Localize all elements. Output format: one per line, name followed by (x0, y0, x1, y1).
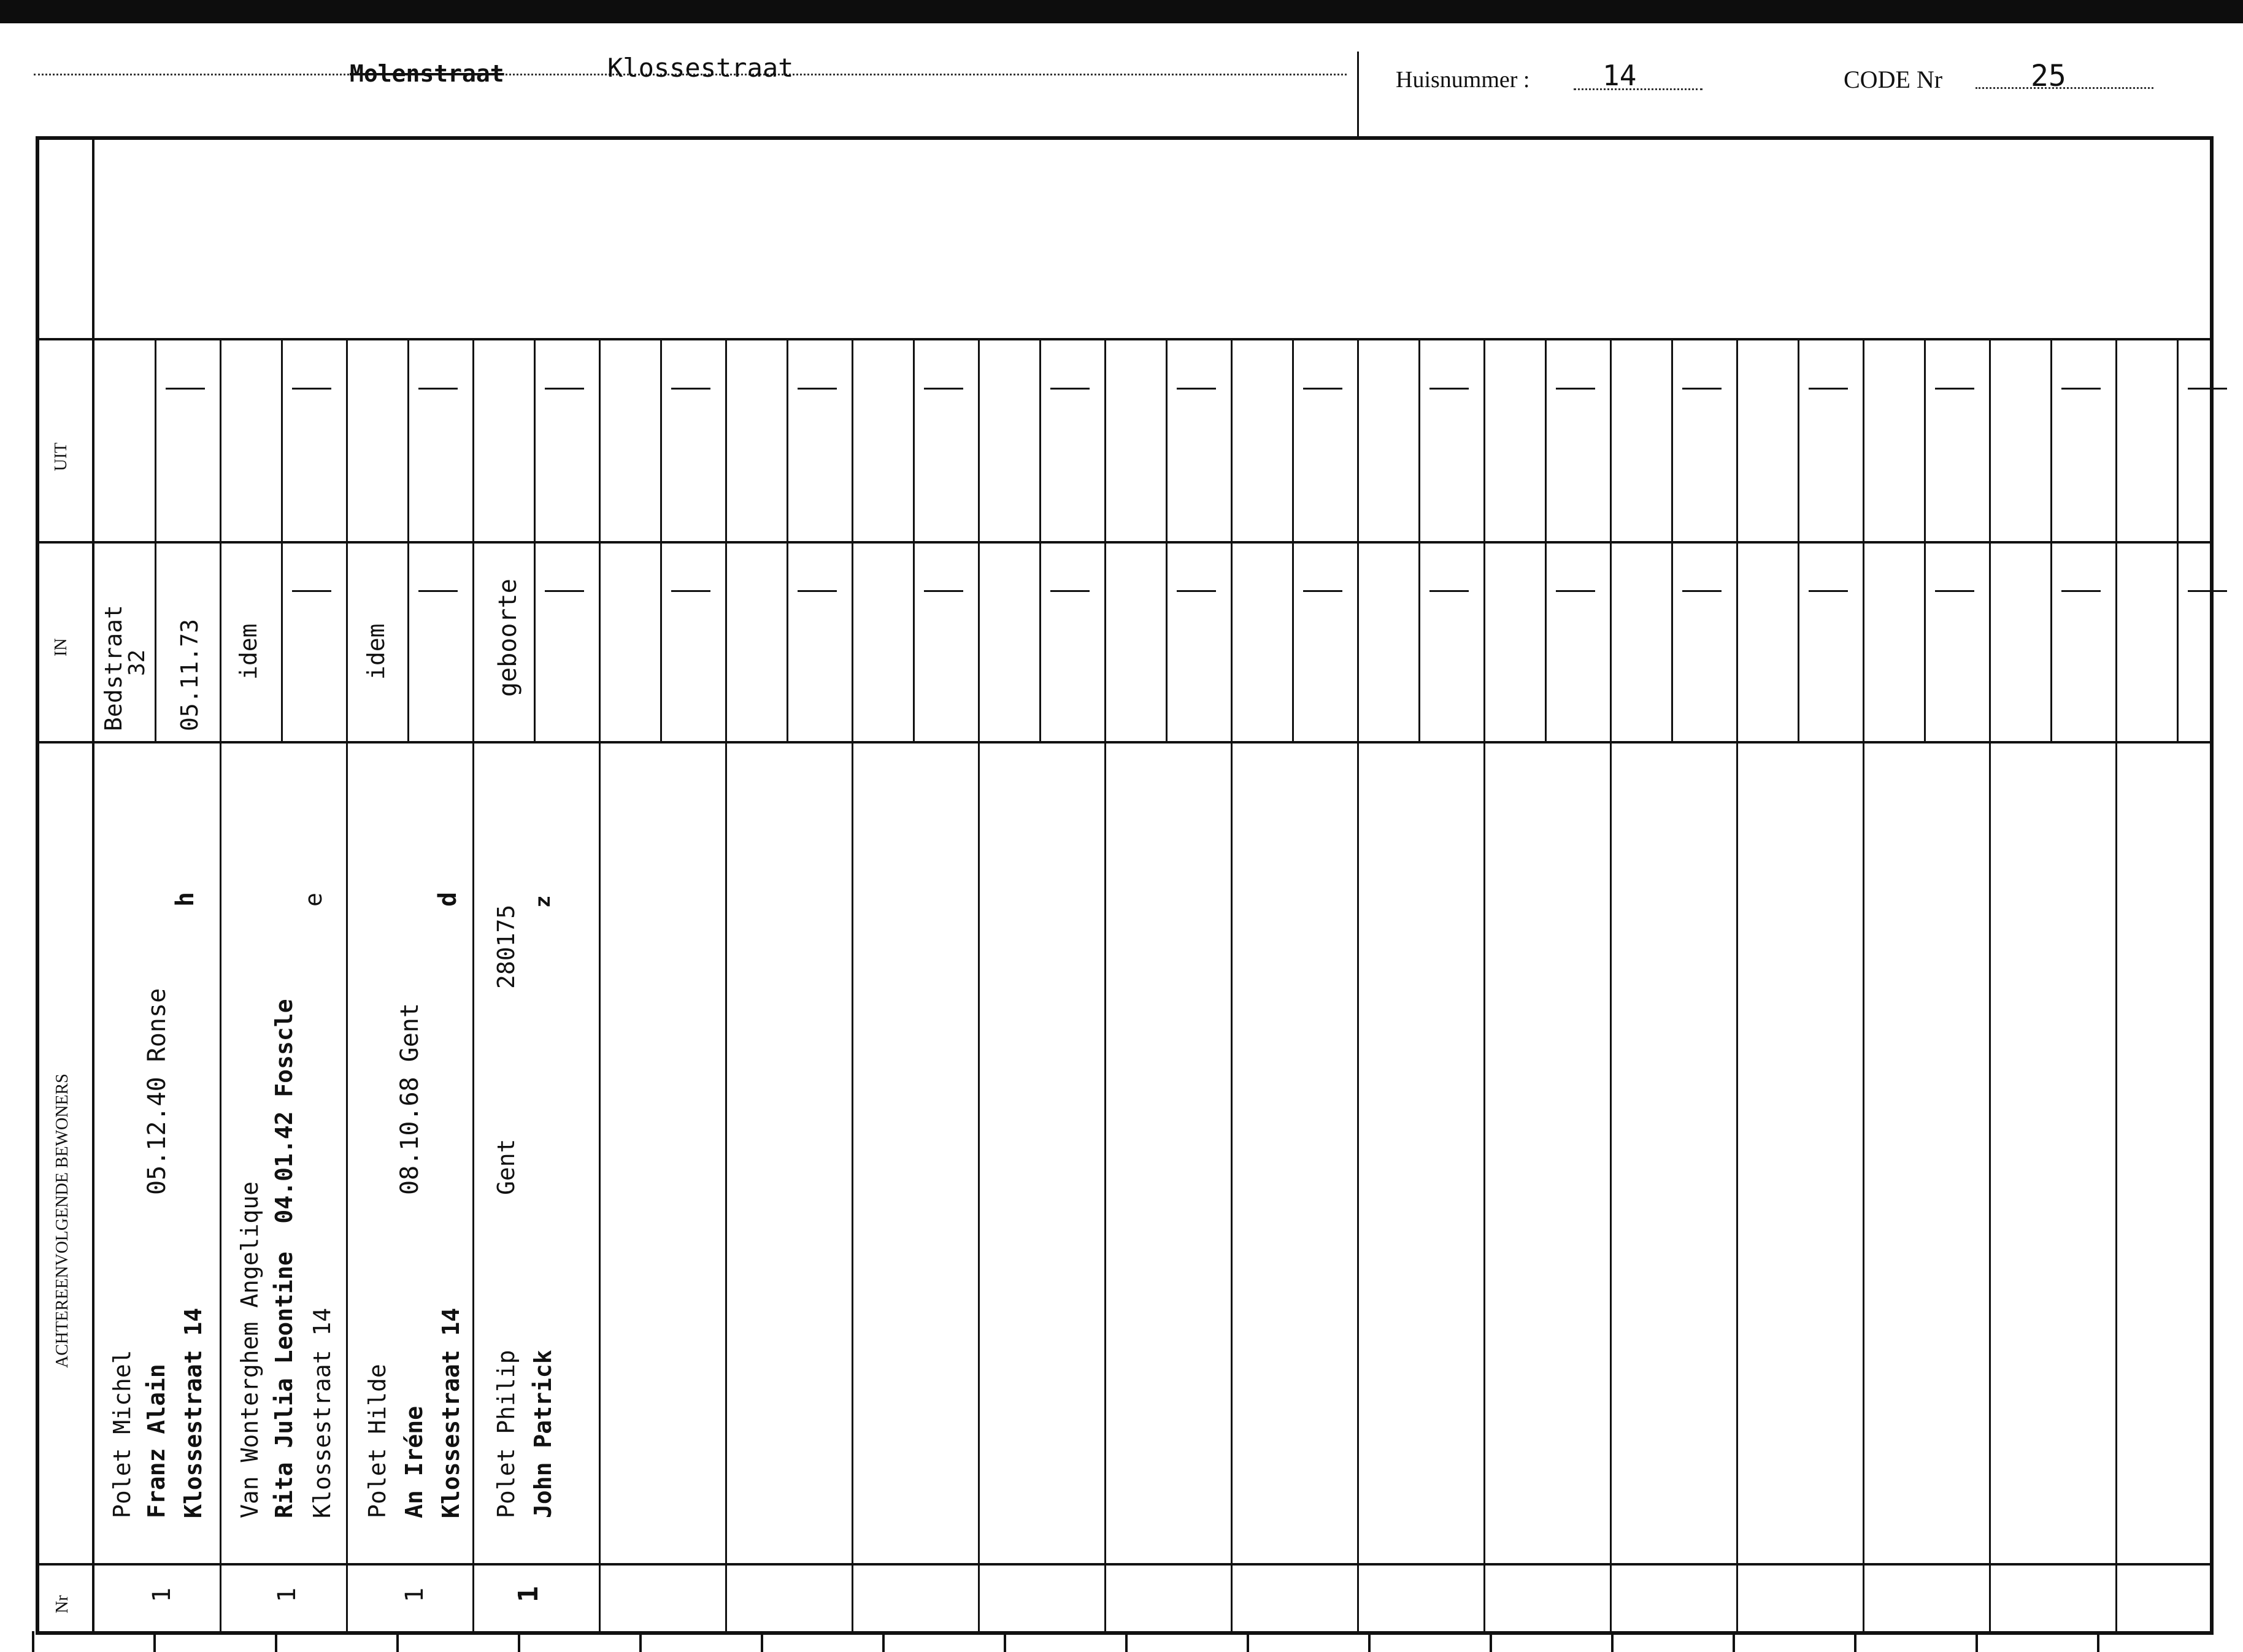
sub-column-divider (660, 339, 662, 541)
entry-2-in-place: idem (235, 623, 262, 680)
entry-4-sex: z (531, 895, 555, 908)
scan-top-edge (0, 0, 2243, 23)
entry-4-in-place: geboorte (494, 578, 522, 697)
blank-dash (671, 388, 710, 390)
blank-dash (1177, 590, 1216, 592)
sub-column-divider (2177, 542, 2179, 741)
street-old: Molenstraat (350, 60, 504, 87)
blank-dash (1935, 388, 1974, 390)
column-divider (1989, 339, 1991, 1632)
table-border-bottom (36, 1631, 2214, 1635)
blank-dash (2061, 388, 2101, 390)
blank-dash (1050, 590, 1090, 592)
huisnummer-value: 14 (1602, 59, 1637, 92)
row-label-in: IN (52, 638, 71, 656)
street-new: Klossestraat (607, 53, 794, 83)
entry-4-birth-code: 280175 (493, 904, 520, 989)
sub-column-divider (660, 542, 662, 741)
sub-column-divider (787, 542, 788, 741)
bottom-tick (153, 1631, 156, 1652)
sub-column-divider (534, 339, 536, 541)
blank-dash (798, 388, 837, 390)
row-label-nr: Nr (53, 1595, 72, 1613)
blank-dash (1682, 388, 1722, 390)
sub-column-divider (1166, 339, 1168, 541)
bottom-tick (1368, 1631, 1371, 1652)
bottom-tick (275, 1631, 277, 1652)
sub-column-divider (1545, 339, 1547, 541)
entry-3-in-place: idem (363, 623, 390, 680)
header-divider (1357, 52, 1359, 136)
blank-dash (1429, 590, 1469, 592)
sub-column-divider (1039, 542, 1041, 741)
sub-column-divider (787, 339, 788, 541)
row-divider-bewoners (36, 741, 2214, 743)
column-divider (1610, 339, 1612, 1632)
entry-2-name-line-2: Rita Julia Leontine 04.01.42 Fosscle (271, 999, 298, 1518)
column-divider (1736, 339, 1738, 1632)
column-divider (346, 339, 348, 1632)
sub-column-divider (913, 542, 915, 741)
blank-dash (2188, 388, 2227, 390)
row-divider-nr (36, 1563, 2214, 1566)
entry-3-birth: 08.10.68 Gent (396, 1002, 424, 1195)
row-divider-uit (36, 338, 2214, 340)
column-divider (1231, 339, 1233, 1632)
row-label-uit: UIT (52, 442, 71, 471)
sub-column-divider (1039, 339, 1041, 541)
bottom-tick (1125, 1631, 1128, 1652)
bottom-tick (1490, 1631, 1492, 1652)
sub-column-divider (155, 339, 156, 541)
entry-1-in-place: Bedstraat (100, 605, 127, 731)
sub-column-divider (1166, 542, 1168, 741)
blank-dash (1935, 590, 1974, 592)
entry-4-nr: 1 (513, 1586, 544, 1602)
entry-4-name-line-1: Polet Philip (493, 1350, 520, 1518)
sub-column-divider (1418, 542, 1420, 741)
entry-4-name-line-2: John Patrick (529, 1350, 556, 1518)
bottom-tick (2097, 1631, 2099, 1652)
sub-column-divider (1798, 339, 1799, 541)
blank-dash (292, 388, 331, 390)
entry-1-sex: h (171, 891, 199, 907)
entry-3-name-line-2: An Iréne (401, 1405, 428, 1518)
bottom-tick (882, 1631, 885, 1652)
blank-dash (924, 388, 963, 390)
column-divider (599, 339, 601, 1632)
blank-dash (1050, 388, 1090, 390)
blank-dash (1177, 388, 1216, 390)
blank-dash (1556, 590, 1595, 592)
blank-dash (418, 590, 458, 592)
blank-dash (2061, 590, 2101, 592)
bottom-tick (396, 1631, 399, 1652)
entry-2-name-line-3: Klossestraat 14 (309, 1307, 336, 1518)
blank-dash (545, 590, 584, 592)
bottom-tick (1854, 1631, 1856, 1652)
column-divider (220, 339, 221, 1632)
bottom-tick (32, 1631, 34, 1652)
blank-dash (292, 590, 331, 592)
sub-column-divider (281, 339, 283, 541)
blank-dash (1682, 590, 1722, 592)
column-divider (852, 339, 853, 1632)
sub-column-divider (1545, 542, 1547, 741)
blank-dash (1556, 388, 1595, 390)
blank-dash (545, 388, 584, 390)
sub-column-divider (407, 542, 409, 741)
sub-column-divider (1671, 339, 1673, 541)
table-border-right (2210, 136, 2214, 1635)
entry-3-nr: 1 (401, 1587, 429, 1602)
blank-dash (1303, 590, 1342, 592)
column-divider (2115, 339, 2117, 1632)
entry-3-sex: d (434, 891, 462, 907)
bottom-tick (761, 1631, 763, 1652)
row-divider-in (36, 541, 2214, 544)
sub-column-divider (1798, 542, 1799, 741)
sub-column-divider (1292, 542, 1294, 741)
sub-column-divider (913, 339, 915, 541)
blank-dash (418, 388, 458, 390)
entry-2-name-line-1: Van Wonterghem Angelique (236, 1181, 263, 1518)
entry-1-name-line-1: Polet Michel (109, 1350, 136, 1518)
bottom-tick (1976, 1631, 1978, 1652)
label-column-divider (92, 136, 94, 1635)
sub-column-divider (534, 542, 536, 741)
column-divider (472, 339, 474, 1632)
entry-1-name-line-3: Klossestraat 14 (180, 1307, 207, 1518)
entry-2-sex: e (300, 893, 327, 907)
bottom-tick (1247, 1631, 1249, 1652)
bottom-tick (1733, 1631, 1735, 1652)
huisnummer-dotted-line (1574, 88, 1702, 90)
code-value: 25 (2031, 59, 2066, 93)
blank-dash (671, 590, 710, 592)
huisnummer-label: Huisnummer : (1396, 67, 1530, 93)
sub-column-divider (281, 542, 283, 741)
blank-dash (924, 590, 963, 592)
blank-dash (1303, 388, 1342, 390)
column-divider (978, 339, 980, 1632)
sub-column-divider (1671, 542, 1673, 741)
blank-dash (1429, 388, 1469, 390)
blank-dash (2188, 590, 2227, 592)
sub-column-divider (2050, 542, 2052, 741)
sub-column-divider (1292, 339, 1294, 541)
blank-dash (1809, 388, 1848, 390)
bottom-tick (1611, 1631, 1614, 1652)
column-divider (1863, 339, 1864, 1632)
sub-column-divider (1418, 339, 1420, 541)
sub-column-divider (1924, 542, 1926, 741)
column-divider (1104, 339, 1106, 1632)
row-label-bewoners: ACHTEREENVOLGENDE BEWONERS (53, 1074, 72, 1368)
table-border-top (36, 136, 2214, 140)
column-divider (1357, 339, 1359, 1632)
entry-1-in-place-nr: 32 (125, 649, 150, 676)
entry-4-birth-place: Gent (493, 1139, 520, 1195)
entry-1-birth: 05.12.40 Ronse (143, 988, 171, 1195)
table-border-left (36, 136, 39, 1635)
sub-column-divider (155, 542, 156, 741)
sub-column-divider (2177, 339, 2179, 541)
entry-3-name-line-3: Klossestraat 14 (437, 1307, 464, 1518)
bottom-tick (1004, 1631, 1006, 1652)
entry-1-in-date: 05.11.73 (176, 618, 203, 731)
entry-2-nr: 1 (273, 1587, 301, 1602)
blank-dash (1809, 590, 1848, 592)
entry-1-name-line-2: Franz Alain (143, 1364, 170, 1518)
bottom-tick (518, 1631, 520, 1652)
entry-3-name-line-1: Polet Hilde (364, 1364, 391, 1518)
sub-column-divider (2050, 339, 2052, 541)
sub-column-divider (1924, 339, 1926, 541)
bottom-tick (639, 1631, 642, 1652)
code-label: CODE Nr (1844, 66, 1943, 93)
entry-1-nr: 1 (148, 1587, 176, 1602)
column-divider (1483, 339, 1485, 1632)
blank-dash (166, 388, 205, 390)
blank-dash (798, 590, 837, 592)
sub-column-divider (407, 339, 409, 541)
column-divider (725, 339, 727, 1632)
